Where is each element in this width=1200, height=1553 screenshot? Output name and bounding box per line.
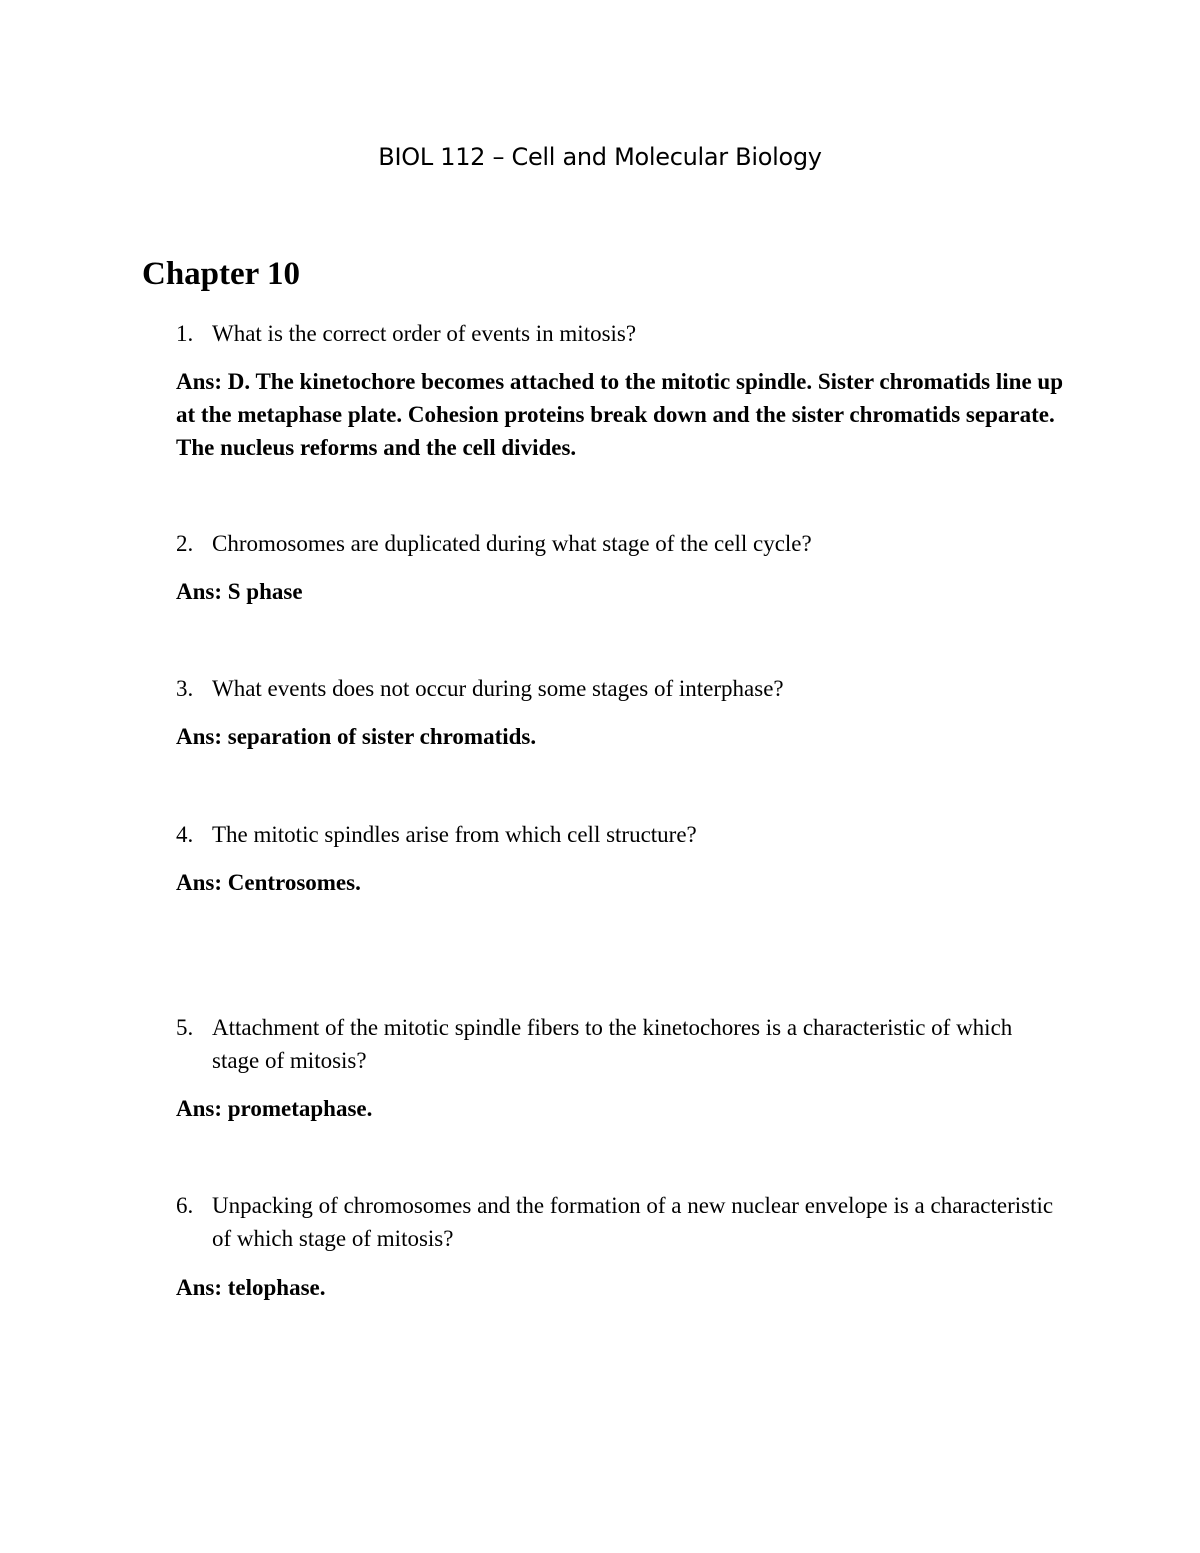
answer-6: Ans: telophase. [176,1275,326,1300]
answer-2: Ans: S phase [176,579,303,604]
question-6 [176,1189,1056,1255]
document-title: BIOL 112 – Cell and Molecular Biology [378,143,822,171]
answer-4: Ans: Centrosomes. [176,870,361,895]
chapter-heading: Chapter 10 [142,256,300,292]
answer-3: Ans: separation of sister chromatids. [176,724,537,749]
question-number: 1. [176,321,194,346]
question-3 [176,672,1056,705]
question-text: The mitotic spindles arise from which cell structure? [212,822,697,847]
question-number: 6. [176,1193,194,1218]
question-text: Unpacking of chromosomes and the formation of a new nuclear envelope is a characteristic of which stage of mitosis? [212,1193,1054,1251]
question-2 [176,527,1056,560]
question-1 [176,317,1056,350]
question-5 [176,1011,1056,1077]
question-number: 3. [176,676,194,701]
question-number: 5. [176,1015,194,1040]
answer-1: Ans: D. The kinetochore becomes attached to the mitotic spindle. Sister chromatids line up at the metaphase plate. Cohesion proteins break down and the sister chromatids separate. The nucleus reforms and the cell divides. [176,369,1063,460]
question-text: Chromosomes are duplicated during what stage of the cell cycle? [212,531,812,556]
question-number: 4. [176,822,194,847]
question-text: What events does not occur during some stages of interphase? [212,676,784,701]
answer-5: Ans: prometaphase. [176,1096,373,1121]
question-number: 2. [176,531,194,556]
question-4 [176,818,1056,851]
question-text: What is the correct order of events in mitosis? [212,321,637,346]
question-text: Attachment of the mitotic spindle fibers to the kinetochores is a characteristic of which stage of mitosis? [212,1015,1013,1073]
